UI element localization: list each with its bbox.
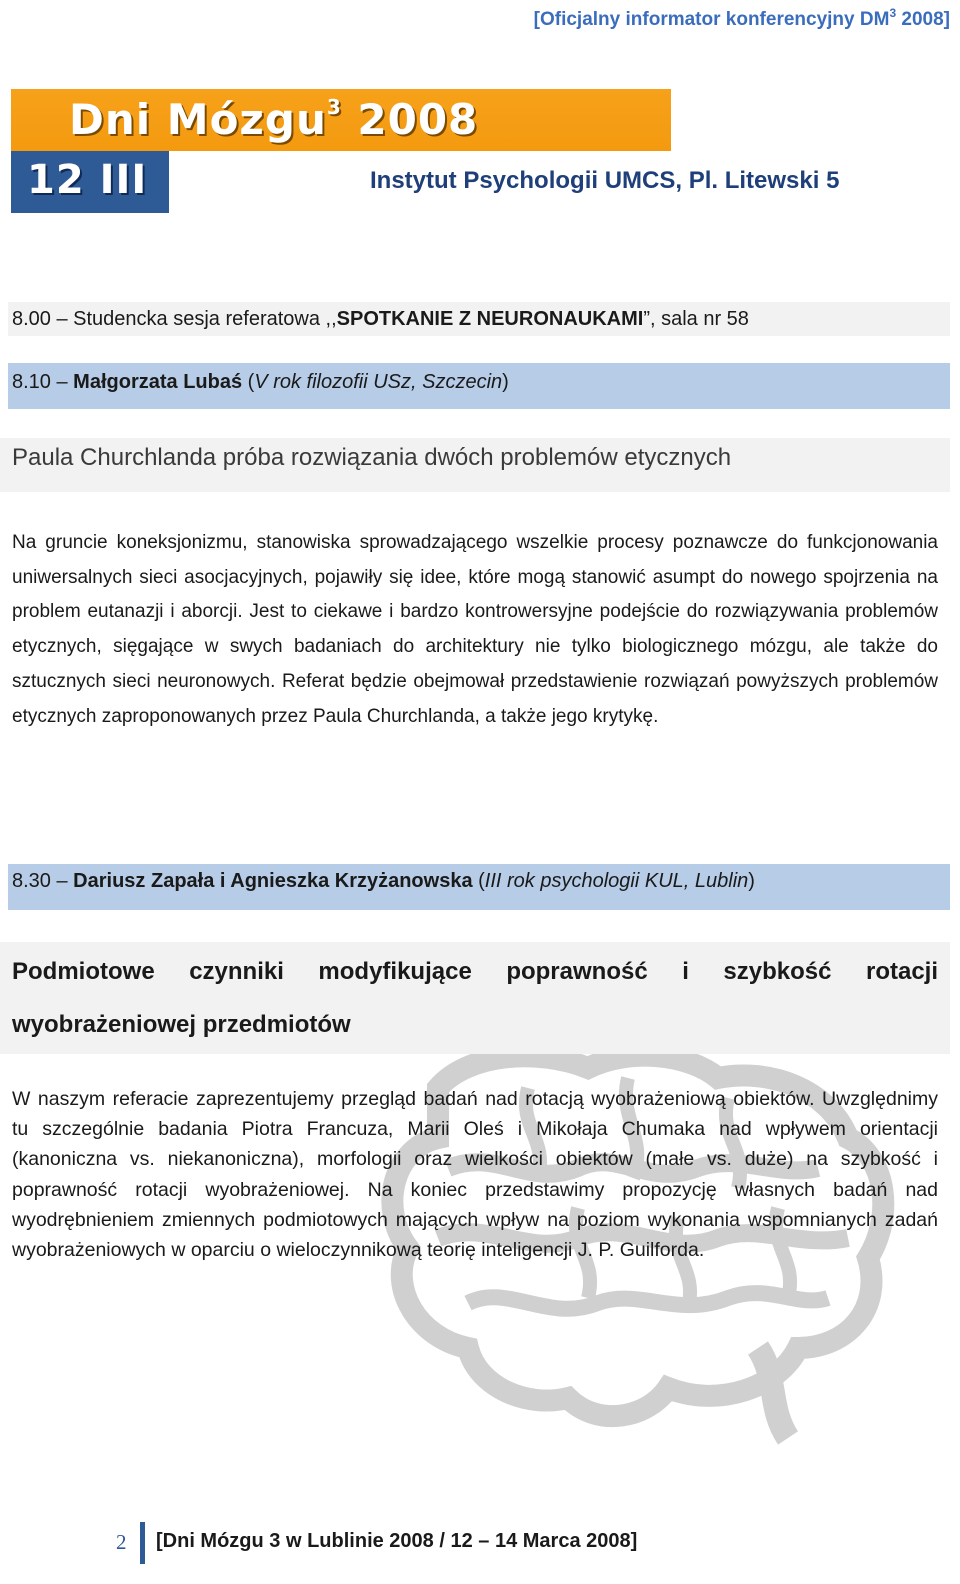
talk-abstract: Na gruncie koneksjonizmu, stanowiska sprowadzającego wszelkie procesy poznawcze do funkcjonowania uniwersalnych sieci asocjacyjnych, pojawiły się idee, które mogą stanowić asumpt do nowego spojrzenia na problem eutanazji i aborcji. Jest to ciekawe i bardzo kontrowersyjne podejście do rozwiązywania problemów etycznych, sięgające w swych badaniach do architektury nie tylko biologicznego mózgu, ale także do sztucznych sieci neuronowych. Referat będzie obejmował przedstawienie rozwiązań powyższych problemów etycznych zaproponowanych przez Paula Churchlanda, a także jego krytykę. xyxy=(12,532,938,727)
footer-text: [Dni Mózgu 3 w Lublinie 2008 / 12 – 14 Marca 2008] xyxy=(156,1530,638,1552)
page-footer xyxy=(0,1518,960,1568)
talk-time: 8.10 – xyxy=(12,371,74,393)
header-superscript: 3 xyxy=(889,6,897,20)
paren-close: ) xyxy=(502,371,509,393)
banner-title-text: Dni Mózgu xyxy=(69,95,327,144)
talk-header-row xyxy=(8,363,950,409)
talk-speakers: Małgorzata Lubaś xyxy=(73,371,243,393)
talk-affiliation: III rok psychologii KUL, Lublin xyxy=(484,870,749,892)
banner-date: 12 III xyxy=(27,157,148,203)
session-name: SPOTKANIE Z NEURONAUKAMI xyxy=(336,308,644,330)
talk-header-row xyxy=(8,864,950,910)
banner-orange-strip xyxy=(11,89,671,151)
talk-abstract: W naszym referacie zaprezentujemy przegląd badań nad rotacją wyobrażeniową obiektów. Uwzględnimy tu szczególnie badania Piotra Francuza, Marii Oleś i Mikołaja Chumaka nad wpływem orientacji (kanoniczna vs. niekanoniczna), morfologii oraz wielkości obiektów (małe vs. duże) na szybkość i poprawność rotacji wyobrażeniowej. Na koniec przedstawimy propozycję własnych badań nad wyodrębnieniem zmiennych podmiotowych mających wpływ na poziom wykonania wspomnianych zadań wyobrażeniowych w oparciu o wieloczynnikową teorię inteligencji J. P. Guilforda. xyxy=(12,1088,938,1262)
banner-title-sup: 3 xyxy=(326,95,342,119)
talk-title: Paula Churchlanda próba rozwiązania dwóch problemów etycznych xyxy=(0,438,950,492)
document-header xyxy=(534,6,950,31)
header-text: [Oficjalny informator konferencyjny DM xyxy=(533,9,890,30)
paren-close: ) xyxy=(748,870,755,892)
header-year: 2008] xyxy=(896,9,950,30)
banner-title xyxy=(69,95,478,144)
banner-year: 2008 xyxy=(357,95,479,144)
talk-affiliation: V rok filozofii USz, Szczecin xyxy=(254,371,503,393)
page-number: 2 xyxy=(116,1530,127,1554)
session-time: 8.00 – Studencka sesja referatowa ,, xyxy=(12,308,337,330)
footer-divider xyxy=(140,1522,145,1564)
banner-date-block xyxy=(11,151,169,213)
paren-open: ( xyxy=(242,371,255,393)
session-room: ”, sala nr 58 xyxy=(643,308,749,330)
session-row xyxy=(8,302,950,336)
talk-title: Podmiotowe czynniki modyfikujące poprawność i szybkość rotacji wyobrażeniowej przedmiotów xyxy=(0,942,950,1054)
paren-open: ( xyxy=(472,870,485,892)
venue-label: Instytut Psychologii UMCS, Pl. Litewski 5 xyxy=(370,167,840,194)
talk-time: 8.30 – xyxy=(12,870,74,892)
talk-speakers: Dariusz Zapała i Agnieszka Krzyżanowska xyxy=(73,870,473,892)
